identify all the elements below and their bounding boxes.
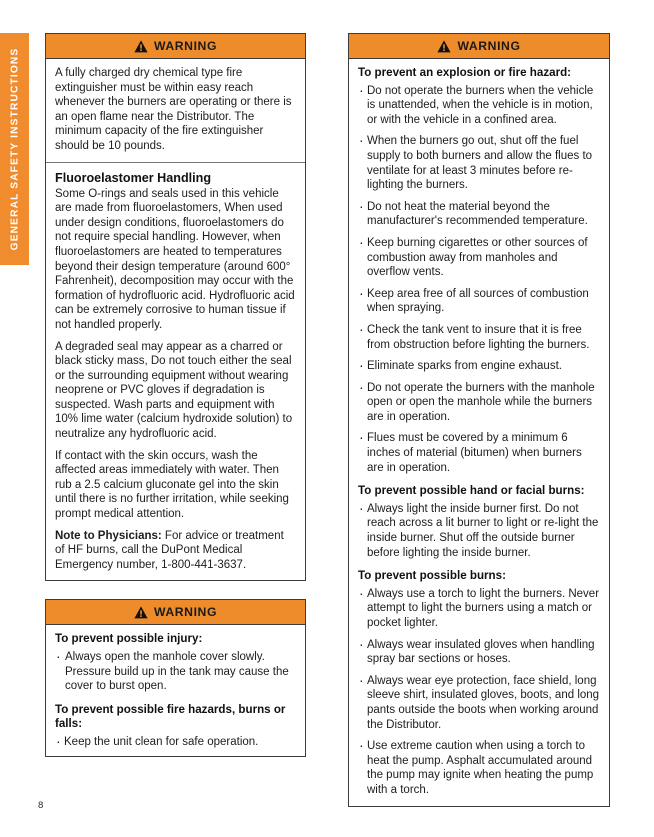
warning-body-possible-injury bbox=[46, 625, 305, 755]
warning-box-explosion-fire-hazard bbox=[348, 33, 610, 807]
list-item: · Always light the inside burner first. Do not reach across a lit burner to light or re-light the inside burner. Shut off the outside burner before lighting the inside burner. bbox=[358, 502, 600, 560]
list-item: · Do not heat the material beyond the manufacturer's recommended temperature. bbox=[358, 200, 600, 229]
section-tab-general-safety-instructions bbox=[0, 33, 29, 265]
list-item: · Always wear eye protection, face shield, long sleeve shirt, insulated gloves, boots, and long pants outside the boots when working around the Distributor. bbox=[358, 674, 600, 732]
list-item: · Check the tank vent to insure that it is free from obstruction before lighting the burners. bbox=[358, 323, 600, 352]
warning-header bbox=[46, 34, 305, 59]
section-tab-label: GENERAL SAFETY INSTRUCTIONS bbox=[9, 47, 20, 251]
fire-hazard-bullet-list bbox=[55, 735, 296, 750]
list-item: · Do not operate the burners with the manhole open or open the manhole while the burners are in operation. bbox=[358, 381, 600, 425]
fluoroelastomer-section bbox=[46, 163, 305, 581]
page-number: 8 bbox=[38, 800, 44, 811]
fluoroelastomer-paragraph-1: Some O-rings and seals used in this vehicle are made from fluoroelastomers, When used under design conditions, fluoroelastomers do not require special handling. However, when fluoroelastomers are heated to temperatures beyond their design temperature (around 600° Fahrenheit), decomposition may occur with the formation of hydrofluoric acid. Hydrofluoric acid can be extremely corrosive to human tissue if not handled properly. bbox=[55, 187, 295, 331]
warning-box-possible-injury bbox=[45, 599, 306, 756]
list-item: · Always use a torch to light the burners. Never attempt to light the burners using a match or pocket lighter. bbox=[358, 587, 600, 631]
physicians-note bbox=[55, 529, 296, 573]
warning-body-explosion-fire-hazard bbox=[349, 59, 609, 806]
list-item: · Flues must be covered by a minimum 6 inches of material (bitumen) when burners are in operation. bbox=[358, 431, 600, 475]
right-column bbox=[348, 33, 610, 825]
list-item: · Eliminate sparks from engine exhaust. bbox=[358, 359, 600, 374]
list-item: · Use extreme caution when using a torch to heat the pump. Asphalt accumulated around the pump may ignite when heating the pump with a torch. bbox=[358, 739, 600, 797]
list-item: · Always open the manhole cover slowly. Pressure build up in the tank may cause the cover to burst open. bbox=[55, 650, 296, 694]
warning-triangle-icon bbox=[134, 40, 148, 53]
hand-facial-burns-heading: To prevent possible hand or facial burns: bbox=[358, 484, 585, 498]
hand-facial-burns-bullet-list bbox=[358, 502, 600, 560]
warning-body-fire-extinguisher bbox=[46, 59, 305, 162]
fire-hazard-heading: To prevent possible fire hazards, burns or falls: bbox=[55, 702, 286, 731]
fluoroelastomer-heading: Fluoroelastomer Handling bbox=[55, 170, 212, 185]
warning-triangle-icon bbox=[134, 606, 148, 619]
fluoroelastomer-paragraph-3: If contact with the skin occurs, wash the affected areas immediately with water. Then rub a 2.5 calcium gluconate gel into the skin until there is no further irritation, while seeking prompt medical attention. bbox=[55, 449, 289, 521]
fluoroelastomer-paragraph-2: A degraded seal may appear as a charred or black sticky mass, Do not touch either the seal or the surrounding equipment without wearing neoprene or PVC gloves if degradation is suspected. Wash parts and equipment with 10% lime water (calcium hydroxide solution) to neutralize any hydrofluoric acid. bbox=[55, 340, 293, 441]
warning-label: WARNING bbox=[153, 605, 218, 620]
list-item: · Keep burning cigarettes or other sources of combustion away from manholes and overflow vents. bbox=[358, 236, 600, 280]
fire-extinguisher-paragraph: A fully charged dry chemical type fire extinguisher must be within easy reach whenever the burners are operating or there is an open flame near the Distributor. The minimum capacity of the fire extinguisher should be 10 pounds. bbox=[55, 67, 292, 152]
list-item: · When the burners go out, shut off the fuel supply to both burners and allow the flues to ventilate for at least 3 minutes before re-lighting the burners. bbox=[358, 134, 600, 192]
explosion-hazard-heading: To prevent an explosion or fire hazard: bbox=[358, 66, 572, 79]
list-item: · Keep the unit clean for safe operation. bbox=[55, 735, 296, 750]
physicians-note-text: For advice or treatment of HF burns, call the DuPont Medical Emergency number, 1-800-441-3637. bbox=[55, 529, 284, 571]
list-item: · Do not operate the burners when the vehicle is unattended, when the vehicle is in motion, or with the vehicle in a confined area. bbox=[358, 84, 600, 128]
warning-header bbox=[349, 34, 609, 59]
injury-bullet-list bbox=[55, 650, 296, 694]
warning-header bbox=[46, 600, 305, 625]
explosion-hazard-bullet-list bbox=[358, 84, 600, 476]
warning-label: WARNING bbox=[153, 39, 218, 53]
warning-label: WARNING bbox=[457, 39, 521, 53]
list-item: · Always wear insulated gloves when handling spray bar sections or hoses. bbox=[358, 638, 600, 667]
warning-box-fire-extinguisher bbox=[45, 33, 306, 581]
injury-heading: To prevent possible injury: bbox=[55, 632, 203, 646]
physicians-note-lead: Note to Physicians: bbox=[55, 529, 162, 542]
possible-burns-heading: To prevent possible burns: bbox=[358, 569, 506, 583]
possible-burns-bullet-list bbox=[358, 587, 600, 798]
left-column bbox=[45, 33, 306, 775]
list-item: · Keep area free of all sources of combustion when spraying. bbox=[358, 287, 600, 316]
warning-triangle-icon bbox=[437, 40, 451, 53]
